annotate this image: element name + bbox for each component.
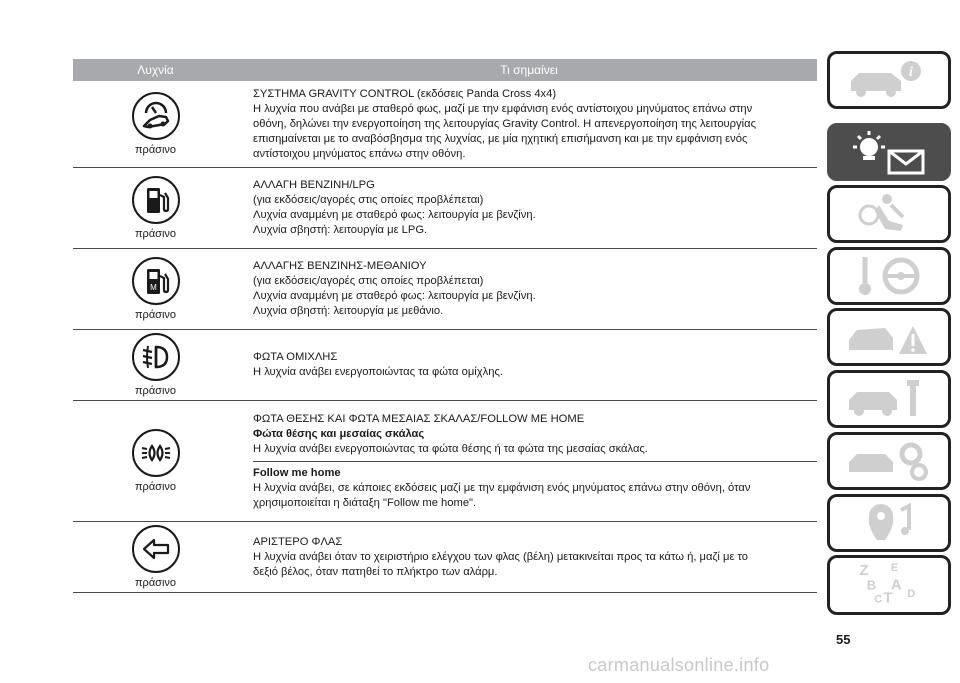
lamp-color-label: πράσινο xyxy=(134,481,177,493)
watermark: carmanualsonline.info xyxy=(588,655,770,675)
table-row xyxy=(73,330,817,401)
meaning-section xyxy=(253,174,817,242)
meaning-section xyxy=(253,461,817,515)
meaning-heading: ΣΥΣΤΗΜΑ GRAVITY CONTROL (εκδόσεις Panda Cross 4x4) xyxy=(253,87,557,100)
meaning-section xyxy=(253,255,817,323)
table-row xyxy=(73,249,817,330)
meaning-text: (για εκδόσεις/αγορές στις οποίες προβλέπεται) xyxy=(253,275,484,287)
meaning-text: Η λυχνία ανάβει ενεργοποιώντας τα φώτα ομίχλης. xyxy=(253,366,503,378)
svg-text:i: i xyxy=(909,65,913,80)
sidebar-tab-warning-light-message-icon[interactable] xyxy=(827,123,951,181)
fog-light-icon xyxy=(132,333,180,381)
sidebar-tab-car-accident-icon[interactable] xyxy=(827,308,951,366)
page-number: 55 xyxy=(836,632,851,647)
meaning-section xyxy=(253,346,817,384)
table-row xyxy=(73,168,817,249)
meaning-text: Φώτα θέσης και μεσαίας σκάλας xyxy=(253,427,425,440)
sidebar-tab-key-steering-wheel-icon[interactable] xyxy=(827,247,951,305)
table-row xyxy=(73,81,817,168)
meaning-text: αντίστοιχου μηνύματος επάνω στην οθόνη. xyxy=(253,147,466,160)
lamp-cell xyxy=(73,168,238,248)
lamp-color-label: πράσινο xyxy=(134,228,177,240)
sidebar-tab-alphabet-index-icon[interactable] xyxy=(827,555,951,615)
svg-text:M: M xyxy=(149,283,157,292)
table-row xyxy=(73,522,817,593)
meaning-cell xyxy=(241,168,817,248)
svg-text:E: E xyxy=(890,562,899,575)
position-lights-icon xyxy=(132,429,180,477)
meaning-cell xyxy=(241,522,817,592)
lamp-cell xyxy=(73,330,238,400)
meaning-text: Λυχνία αναμμένη με σταθερό φως: λειτουργία με βενζίνη. xyxy=(253,290,536,302)
header-meaning: Τι σημαίνει xyxy=(500,63,558,77)
lamp-color-label: πράσινο xyxy=(134,577,177,589)
sidebar-tab-car-gears-icon[interactable] xyxy=(827,432,951,490)
left-turn-signal-icon xyxy=(132,525,180,573)
meaning-text: χρησιμοποιείται η διάταξη "Follow me home". xyxy=(253,496,477,509)
meaning-section xyxy=(253,83,817,166)
warning-lights-table xyxy=(73,59,817,593)
meaning-heading: ΦΩΤΑ ΟΜΙΧΛΗΣ xyxy=(253,351,338,363)
fuel-pump-methane-icon xyxy=(132,257,180,305)
svg-text:B: B xyxy=(866,577,877,593)
meaning-heading: Follow me home xyxy=(253,466,341,479)
meaning-text: Λυχνία αναμμένη με σταθερό φως: λειτουργία με βενζίνη. xyxy=(253,209,536,221)
gravity-control-icon xyxy=(132,92,180,140)
meaning-text: Η λυχνία που ανάβει με σταθερό φως, μαζί με την εμφάνιση ενός αντίστοιχου μηνύματος επάνω στην xyxy=(253,102,753,115)
meaning-cell xyxy=(241,81,817,167)
meaning-cell xyxy=(241,249,817,329)
meaning-text: δεξιό βέλος, όταν πατηθεί το πλήκτρο των αλάρμ. xyxy=(253,565,498,578)
meaning-text: Λυχνία σβηστή: λειτουργία με μεθάνιο. xyxy=(253,305,444,317)
meaning-text: (για εκδόσεις/αγορές στις οποίες προβλέπεται) xyxy=(253,194,484,206)
meaning-section xyxy=(253,531,817,584)
meaning-text: Λυχνία σβηστή: λειτουργία με LPG. xyxy=(253,224,428,236)
sidebar-tab-car-info-icon[interactable] xyxy=(827,51,951,109)
lamp-cell xyxy=(73,81,238,167)
svg-text:T: T xyxy=(883,590,893,607)
meaning-text: Η λυχνία ανάβει, σε κάποιες εκδόσεις μαζί με την εμφάνιση ενός μηνύματος επάνω στην οθόνη, όταν xyxy=(253,481,751,494)
lamp-color-label: πράσινο xyxy=(134,385,177,397)
table-row xyxy=(73,401,817,522)
svg-text:D: D xyxy=(907,587,916,600)
sidebar-tab-airbag-seat-icon[interactable] xyxy=(827,185,951,243)
meaning-text: επισημαίνεται με το αναβόσβησμα της λυχνίας, με μία ηχητική επισήμανση και με την εμφάνιση ενός xyxy=(253,132,748,145)
meaning-text: Η λυχνία ανάβει ενεργοποιώντας τα φώτα θέσης ή τα φώτα της μεσαίας σκάλας. xyxy=(253,442,648,455)
lamp-color-label: πράσινο xyxy=(134,144,177,156)
sidebar-tab-navigation-music-icon[interactable] xyxy=(827,494,951,552)
meaning-heading: ΑΛΛΑΓΗ ΒΕΝΖΙΝΗ/LPG xyxy=(253,179,375,191)
lamp-cell xyxy=(73,522,238,592)
svg-text:C: C xyxy=(874,593,883,606)
meaning-heading: ΑΛΛΑΓΗΣ ΒΕΝΖΙΝΗΣ-ΜΕΘΑΝΙΟΥ xyxy=(253,260,427,272)
lamp-color-label: πράσινο xyxy=(134,309,177,321)
meaning-text: Η λυχνία ανάβει όταν το χειριστήριο ελέγχου των φλας (βέλη) μετακινείται προς τα κάτω ή, μαζί με το xyxy=(253,550,749,563)
table-header xyxy=(73,59,817,81)
fuel-pump-icon xyxy=(132,176,180,224)
meaning-heading: ΑΡΙΣΤΕΡΟ ΦΛΑΣ xyxy=(253,535,343,548)
meaning-cell xyxy=(241,401,817,521)
svg-text:Z: Z xyxy=(859,562,869,579)
svg-text:A: A xyxy=(890,577,902,594)
lamp-cell xyxy=(73,249,238,329)
meaning-text: οθόνη, δηλώνει την ενεργοποίηση της λειτουργίας Gravity Control. Η απενεργοποίηση της λειτουργίας xyxy=(253,117,756,130)
sidebar-tab-car-wrench-icon[interactable] xyxy=(827,370,951,428)
header-lamp: Λυχνία xyxy=(137,63,174,77)
meaning-cell xyxy=(241,330,817,400)
meaning-section xyxy=(253,408,817,461)
meaning-heading: ΦΩΤΑ ΘΕΣΗΣ ΚΑΙ ΦΩΤΑ ΜΕΣΑΙΑΣ ΣΚΑΛΑΣ/FOLLOW ME HOME xyxy=(253,412,585,425)
lamp-cell xyxy=(73,401,238,521)
